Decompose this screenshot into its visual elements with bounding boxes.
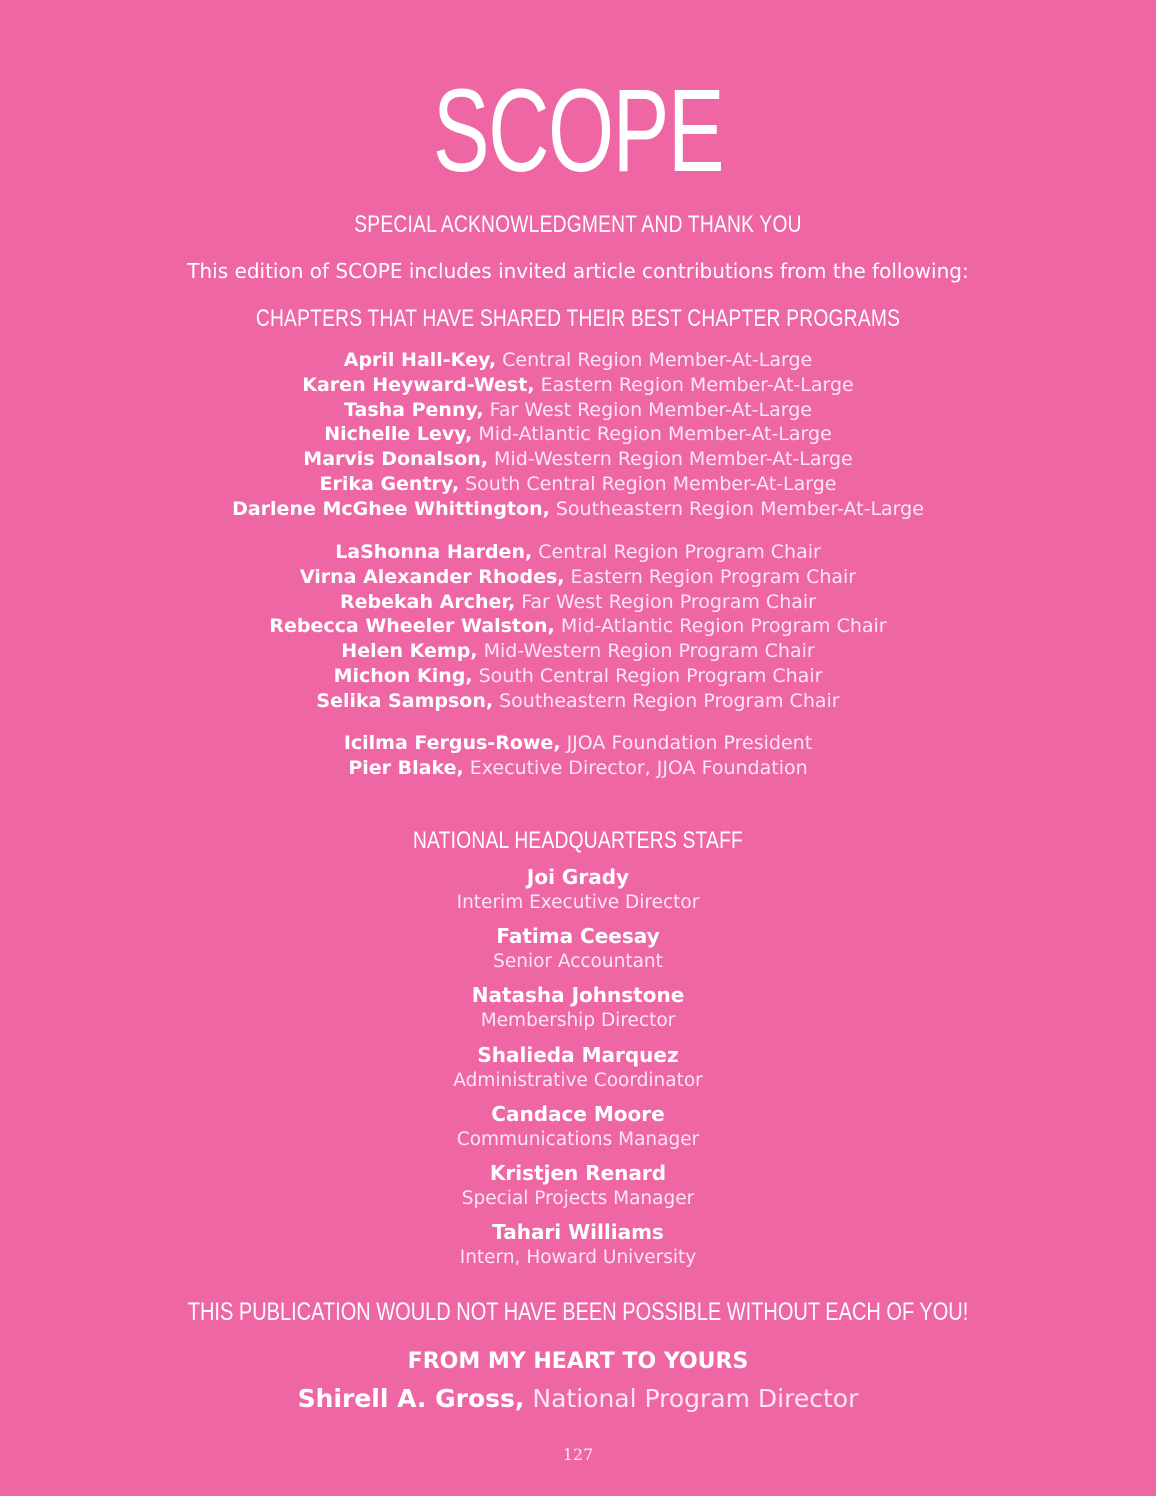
staff-item: Kristjen Renard Special Projects Manager: [461, 1160, 695, 1209]
masthead-title: SCOPE: [432, 65, 724, 197]
list-item: Michon King, South Central Region Program Chair: [333, 664, 823, 687]
acknowledgment-subtitle: SPECIAL ACKNOWLEDGMENT AND THANK YOU: [354, 211, 802, 238]
closing-row: [0, 1297, 1156, 1327]
staff-item: Tahari Williams Intern, Howard University: [459, 1220, 697, 1269]
members-at-large-list: [0, 348, 1156, 522]
heart-line: FROM MY HEART TO YOURS: [407, 1349, 749, 1374]
staff-item: Candace Moore Communications Manager: [456, 1101, 700, 1150]
staff-heading: NATIONAL HEADQUARTERS STAFF: [412, 827, 744, 854]
signature: [0, 1383, 1156, 1415]
list-item: Erika Gentry, South Central Region Member-At-Large: [319, 472, 837, 495]
chapters-heading-row: [0, 305, 1156, 333]
list-item: Icilma Fergus-Rowe, JJOA Foundation President: [343, 732, 813, 754]
list-item: Karen Heyward-West, Eastern Region Member-At-Large: [302, 373, 854, 396]
intro-text: This edition of SCOPE includes invited article contributions from the following:: [187, 259, 969, 283]
list-item: Darlene McGhee Whittington, Southeastern Region Member-At-Large: [232, 497, 924, 520]
staff-item: Natasha Johnstone Membership Director: [471, 983, 685, 1032]
list-item: Marvis Donalson, Mid-Western Region Member-At-Large: [303, 448, 853, 471]
staff-list: [0, 864, 1156, 1278]
staff-item: Shalieda Marquez Administrative Coordinator: [453, 1042, 703, 1091]
list-item: April Hall-Key, Central Region Member-At-Large: [343, 349, 813, 371]
program-chairs-list: [0, 540, 1156, 714]
list-item: Pier Blake, Executive Director, JJOA Foundation: [348, 756, 808, 779]
list-item: Selika Sampson, Southeastern Region Program Chair: [316, 689, 840, 712]
list-item: Tasha Penny, Far West Region Member-At-Large: [344, 398, 812, 421]
signature-name: Shirell A. Gross,: [297, 1384, 525, 1413]
staff-heading-row: [0, 827, 1156, 855]
list-item: Virna Alexander Rhodes, Eastern Region Program Chair: [299, 565, 857, 588]
foundation-list: [0, 731, 1156, 781]
subtitle-row: [0, 211, 1156, 239]
list-item: Nichelle Levy, Mid-Atlantic Region Member-At-Large: [324, 423, 832, 446]
page-number: 127: [562, 1445, 594, 1464]
list-item: Helen Kemp, Mid-Western Region Program Chair: [341, 640, 815, 663]
list-item: LaShonna Harden, Central Region Program Chair: [335, 541, 821, 563]
signature-role: National Program Director: [532, 1384, 859, 1413]
chapters-heading: CHAPTERS THAT HAVE SHARED THEIR BEST CHAPTER PROGRAMS: [255, 305, 901, 332]
list-item: Rebecca Wheeler Walston, Mid-Atlantic Region Program Chair: [269, 615, 887, 638]
staff-item: Fatima Ceesay Senior Accountant: [493, 924, 663, 973]
list-item: Rebekah Archer, Far West Region Program Chair: [340, 590, 816, 613]
staff-item: Joi Grady Interim Executive Director: [456, 865, 700, 913]
closing-statement: THIS PUBLICATION WOULD NOT HAVE BEEN POSSIBLE WITHOUT EACH OF YOU!: [187, 1298, 969, 1326]
